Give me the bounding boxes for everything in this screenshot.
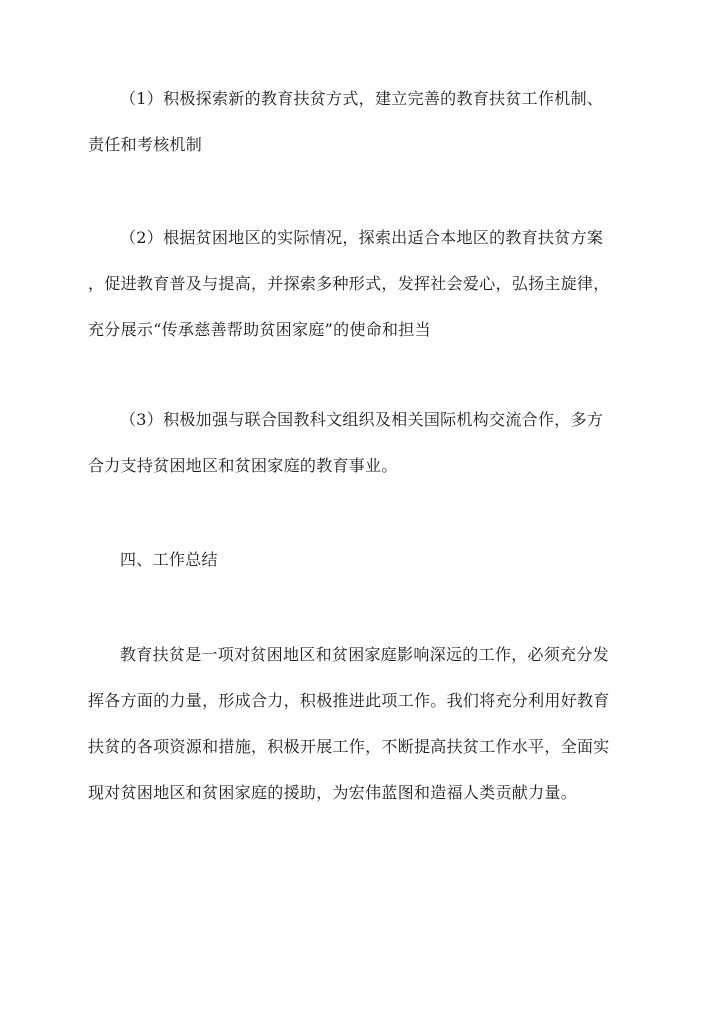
paragraph-line: 责任和考核机制 [88,135,203,154]
paragraph-line: （3）积极加强与联合国教科文组织及相关国际机构交流合作，多方 [120,410,604,429]
paragraph-line: （1）积极探索新的教育扶贫方式，建立完善的教育扶贫工作机制、 [120,89,604,108]
paragraph-line: 教育扶贫是一项对贫困地区和贫困家庭影响深远的工作，必须充分发 [120,645,610,664]
paragraph-item-1 [88,76,636,168]
paragraph-line: ，促进教育普及与提高，并探索多种形式，发挥社会爱心，弘扬主旋律， [88,274,610,293]
paragraph-line: 现对贫困地区和贫困家庭的援助，为宏伟蓝图和造福人类贡献力量。 [88,783,578,802]
section-heading [88,537,636,583]
paragraph-item-2 [88,215,636,353]
paragraph-line: 合力支持贫困地区和贫困家庭的教育事业。 [88,456,398,475]
paragraph-line: （2）根据贫困地区的实际情况，探索出适合本地区的教育扶贫方案 [120,228,604,247]
paragraph-line: 充分展示“传承慈善帮助贫困家庭”的使命和担当 [88,320,431,339]
paragraph-item-3 [88,397,636,489]
paragraph-line: 挥各方面的力量，形成合力，积极推进此项工作。我们将充分利用好教育 [88,691,610,710]
paragraph-summary [88,632,636,816]
section-heading-text: 四、工作总结 [120,550,218,569]
paragraph-line: 扶贫的各项资源和措施，积极开展工作，不断提高扶贫工作水平，全面实 [88,737,610,756]
